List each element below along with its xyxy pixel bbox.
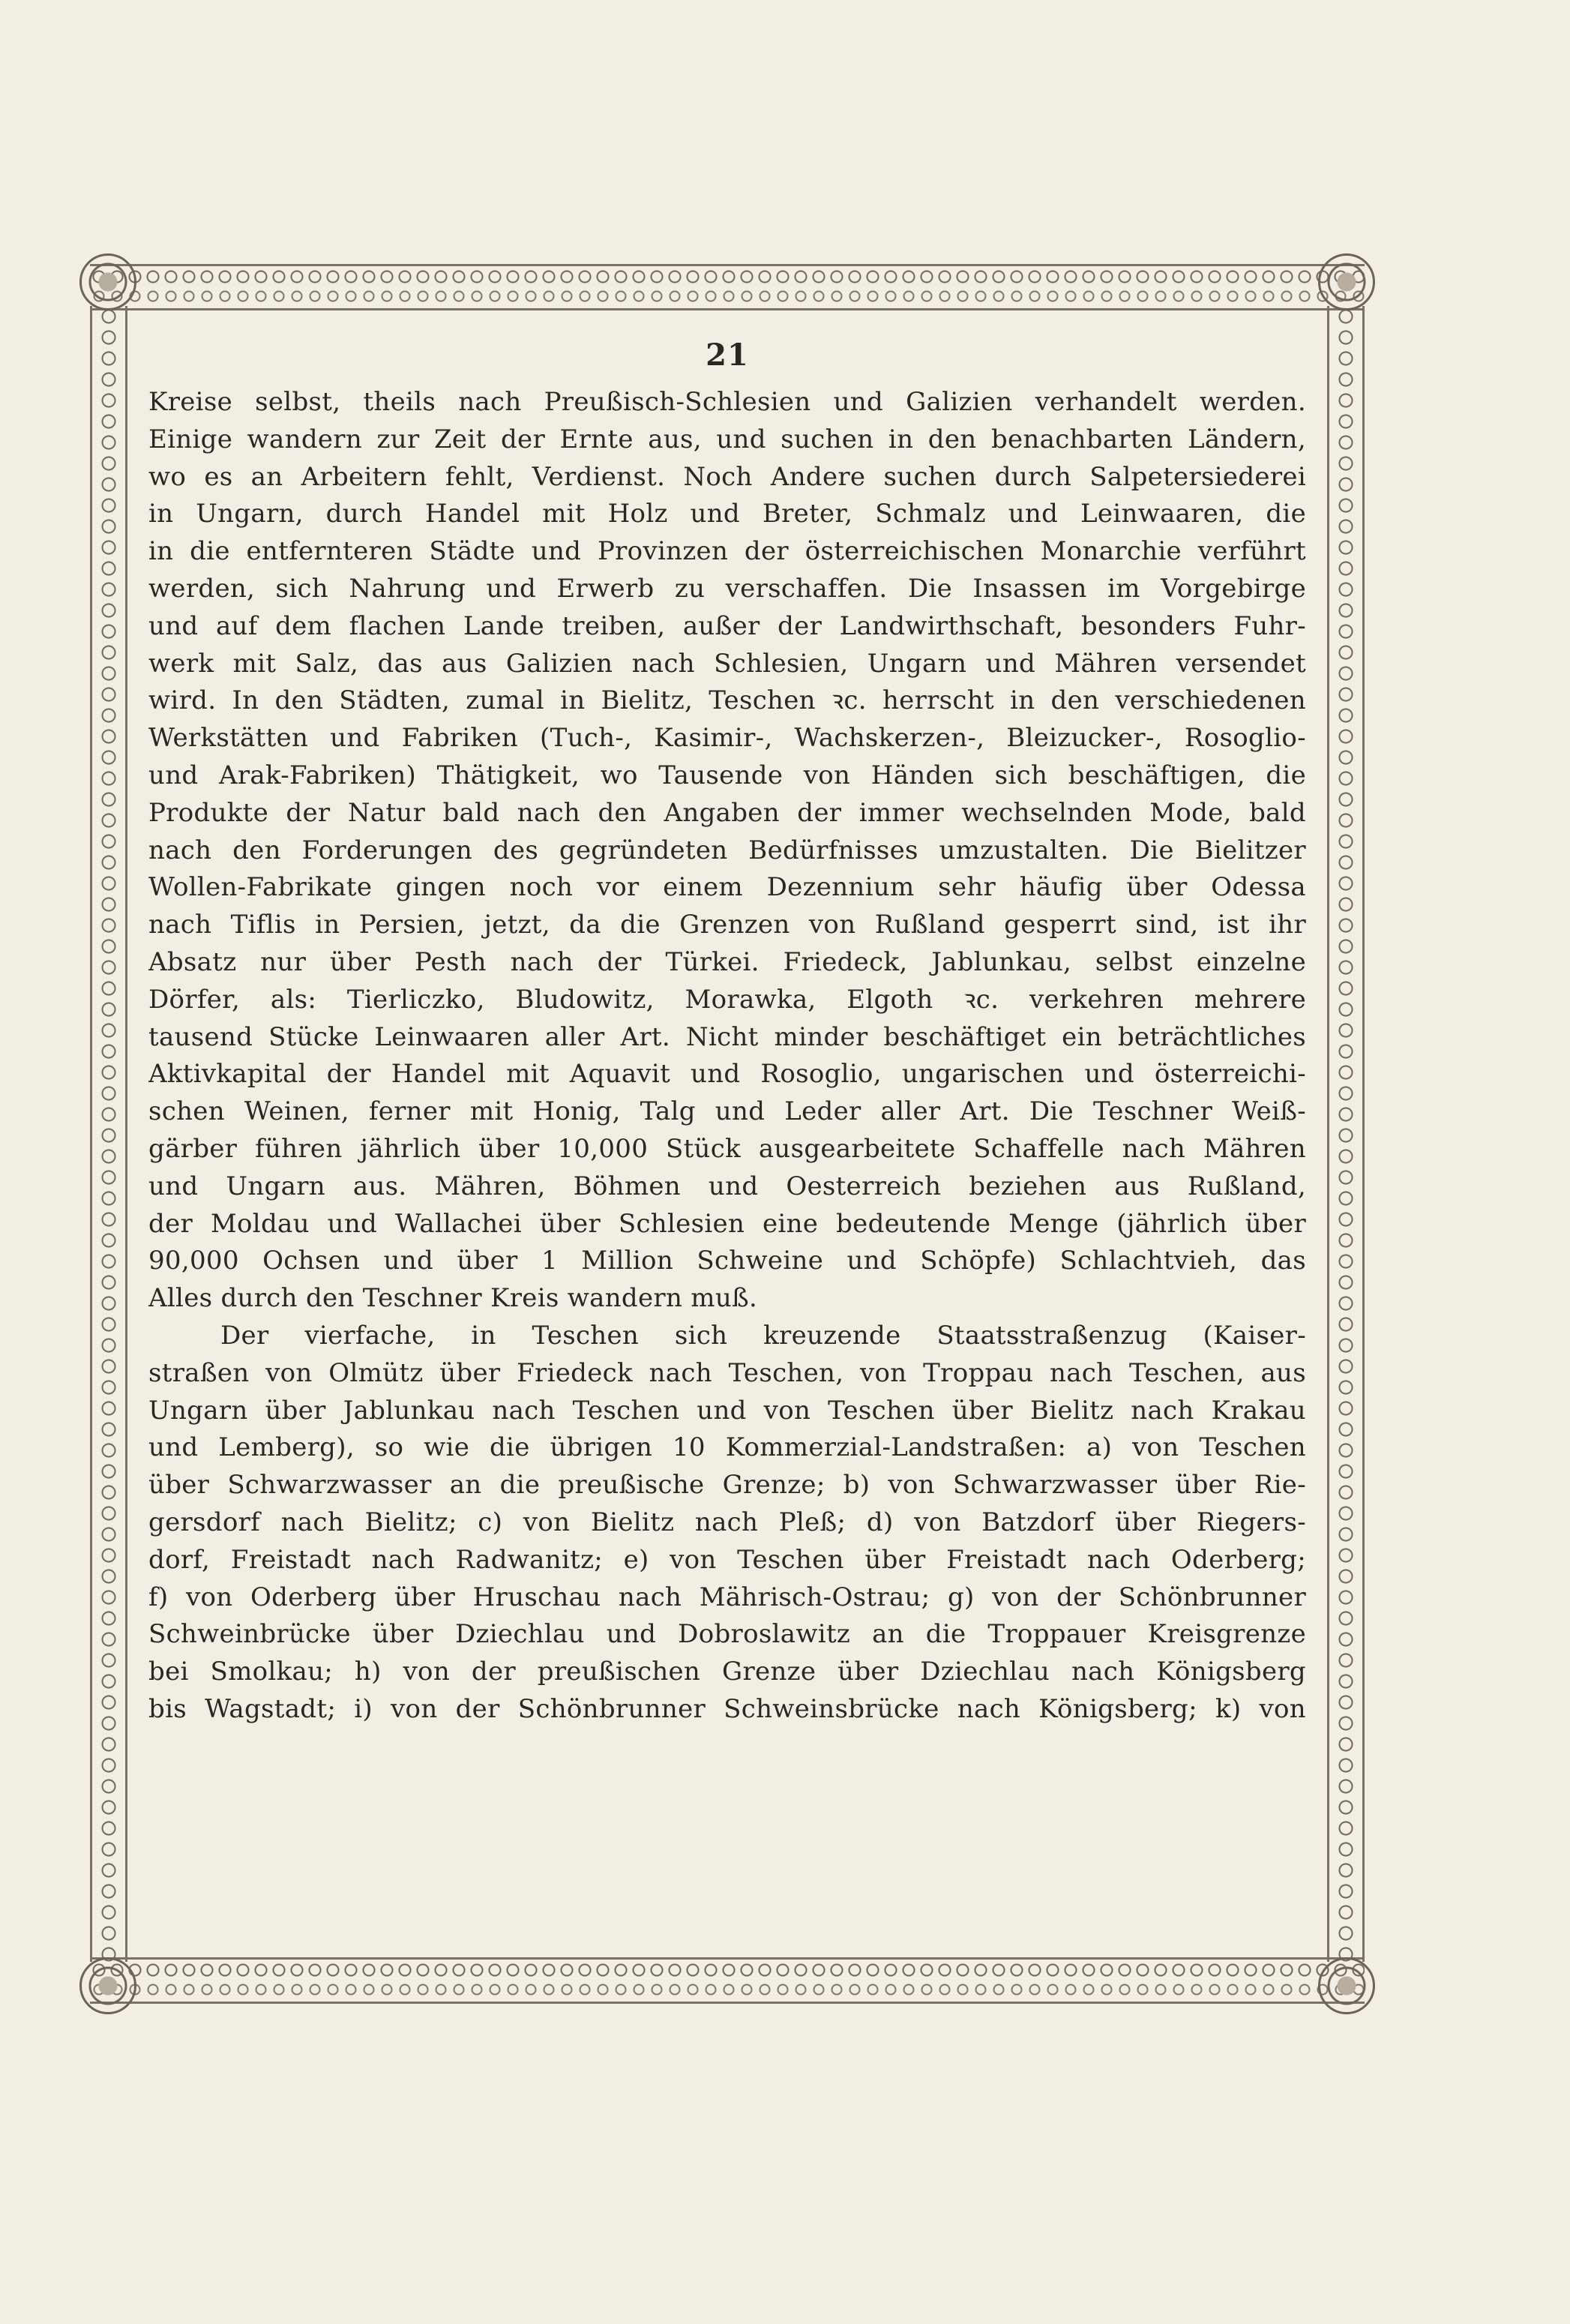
page-number: 21 <box>706 337 749 373</box>
corner-ornament-icon <box>79 253 136 310</box>
text-line: und auf dem flachen Lande treiben, außer der Landwirthschaft, besonders Fuhr- <box>148 610 1306 641</box>
corner-ornament-icon <box>1318 253 1375 310</box>
text-line: dorf, Freistadt nach Radwanitz; e) von Teschen über Freistadt nach Oderberg; <box>148 1544 1306 1575</box>
border-left-ornament <box>90 306 127 1962</box>
text-line: nach den Forderungen des gegründeten Bedürfnisses umzustalten. Die Bielitzer <box>148 835 1306 865</box>
text-line: straßen von Olmütz über Friedeck nach Teschen, von Troppau nach Teschen, aus <box>148 1357 1306 1388</box>
text-line: f) von Oderberg über Hruschau nach Mährisch-Ostrau; g) von der Schönbrunner <box>148 1582 1306 1612</box>
text-line: bei Smolkau; h) von der preußischen Grenze über Dziechlau nach Königsberg <box>148 1657 1306 1687</box>
text-line: in Ungarn, durch Handel mit Holz und Breter, Schmalz und Leinwaaren, die <box>148 499 1306 529</box>
text-line: werk mit Salz, das aus Galizien nach Schlesien, Ungarn und Mähren versendet <box>148 648 1306 679</box>
text-line: Alles durch den Teschner Kreis wandern muß. <box>148 1283 758 1314</box>
text-line: Kreise selbst, theils nach Preußisch-Schlesien und Galizien verhandelt werden. <box>148 387 1306 417</box>
text-line: werden, sich Nahrung und Erwerb zu verschaffen. Die Insassen im Vorgebirge <box>148 573 1306 604</box>
text-line: Einige wandern zur Zeit der Ernte aus, und suchen in den benachbarten Ländern, <box>148 424 1306 454</box>
ornamental-border-frame <box>90 264 1365 2004</box>
border-top-ornament <box>90 264 1365 310</box>
text-line: in die entfernteren Städte und Provinzen der österreichischen Monarchie verführt <box>148 536 1306 567</box>
text-line: Der vierfache, in Teschen sich kreuzende Staatsstraßenzug (Kaiser- <box>220 1320 1306 1351</box>
text-line: gersdorf nach Bielitz; c) von Bielitz nach Pleß; d) von Batzdorf über Riegers- <box>148 1507 1306 1537</box>
text-line: nach Tiflis in Persien, jetzt, da die Grenzen von Rußland gesperrt sind, ist ihr <box>148 910 1306 940</box>
text-line: Produkte der Natur bald nach den Angaben der immer wechselnden Mode, bald <box>148 797 1306 828</box>
border-bottom-ornament <box>90 1957 1365 2004</box>
paragraph <box>148 1318 1306 1729</box>
text-line: wird. In den Städten, zumal in Bielitz, Teschen ꝛc. herrscht in den verschiedenen <box>148 685 1306 716</box>
text-line: und Ungarn aus. Mähren, Böhmen und Oesterreich beziehen aus Rußland, <box>148 1171 1306 1201</box>
text-line: Wollen-Fabrikate gingen noch vor einem Dezennium sehr häufig über Odessa <box>148 872 1306 903</box>
text-line: Werkstätten und Fabriken (Tuch-, Kasimir-, Wachskerzen-, Bleizucker-, Rosoglio- <box>148 723 1306 754</box>
border-right-ornament <box>1327 306 1365 1962</box>
text-line: gärber führen jährlich über 10,000 Stück ausgearbeitete Schaffelle nach Mähren <box>148 1133 1306 1164</box>
text-line: schen Weinen, ferner mit Honig, Talg und Leder aller Art. Die Teschner Weiß- <box>148 1096 1306 1127</box>
text-line: Aktivkapital der Handel mit Aquavit und Rosoglio, ungarischen und österreichi- <box>148 1059 1306 1090</box>
page-body <box>148 384 1306 1729</box>
text-line: Dörfer, als: Tierliczko, Bludowitz, Morawka, Elgoth ꝛc. verkehren mehrere <box>148 984 1306 1015</box>
text-line: über Schwarzwasser an die preußische Grenze; b) von Schwarzwasser über Rie- <box>148 1470 1306 1501</box>
text-line: Ungarn über Jablunkau nach Teschen und von Teschen über Bielitz nach Krakau <box>148 1395 1306 1426</box>
text-line: und Arak-Fabriken) Thätigkeit, wo Tausende von Händen sich beschäftigen, die <box>148 760 1306 790</box>
text-line: Schweinbrücke über Dziechlau und Dobroslawitz an die Troppauer Kreisgrenze <box>148 1619 1306 1650</box>
text-line: 90,000 Ochsen und über 1 Million Schweine und Schöpfe) Schlachtvieh, das <box>148 1246 1306 1276</box>
corner-ornament-icon <box>79 1957 136 2014</box>
corner-ornament-icon <box>1318 1957 1375 2014</box>
text-line: Absatz nur über Pesth nach der Türkei. Friedeck, Jablunkau, selbst einzelne <box>148 946 1306 977</box>
text-line: der Moldau und Wallachei über Schlesien eine bedeutende Menge (jährlich über <box>148 1208 1306 1239</box>
text-line: bis Wagstadt; i) von der Schönbrunner Schweinsbrücke nach Königsberg; k) von <box>148 1693 1306 1724</box>
text-line: wo es an Arbeitern fehlt, Verdienst. Noch Andere suchen durch Salpetersiederei <box>148 461 1306 492</box>
text-line: tausend Stücke Leinwaaren aller Art. Nicht minder beschäftiget ein beträchtliches <box>148 1021 1306 1052</box>
paragraph <box>148 384 1306 1318</box>
text-line: und Lemberg), so wie die übrigen 10 Kommerzial-Landstraßen: a) von Teschen <box>148 1432 1306 1463</box>
